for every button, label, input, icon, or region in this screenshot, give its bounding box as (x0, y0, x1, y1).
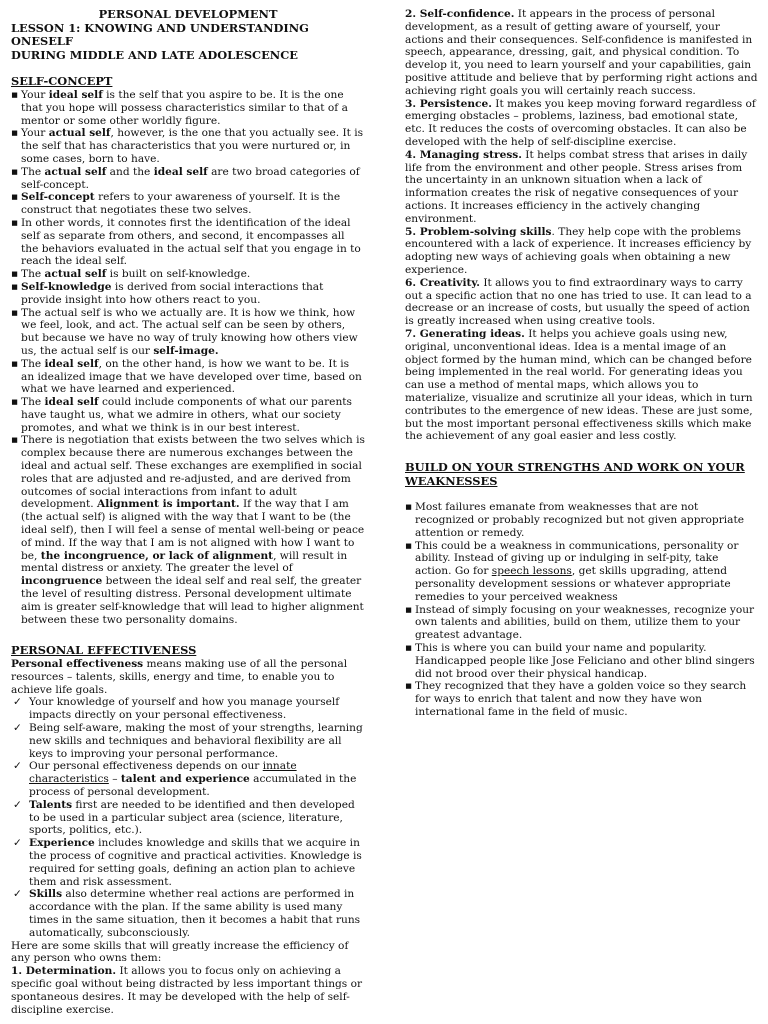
list-item: ✓ Skills also determine whether real actions are performed in accordance with the plan. If the same ability is used many times in the same situation, then it becomes a habit that runs automatically, subconsciously. (13, 888, 361, 939)
checkmark-icon: ✓ (13, 798, 22, 811)
skill-item: 4. Managing stress. It helps combat stress that arises in daily life from the environment and other people. Stress arises from the uncertainty in an unknown situation when a lack of information creates the risk of negative consequences of your actions. It increases efficiency in the actively changing environment. (405, 148, 748, 225)
list-item: ▪ This is where you can build your name and popularity. Handicapped people like Jose Feliciano and other blind singers did not brood over their physical handicap. (405, 642, 755, 680)
list-item: ✓ Being self-aware, making the most of your strengths, learning new skills and techniques and behavioral flexibility are all keys to improving your personal performance. (13, 722, 363, 760)
list-item: ▪ There is negotiation that exists between the two selves which is complex because there are numerous exchanges between the ideal and actual self. These exchanges are exemplified in social roles that are adjusted and re-adjusted, and are derived from outcomes of social interactions from infant to adult development. Alignment is important. If the way that I am (the actual self) is aligned with the way that I want to be (the ideal self), then I will feel a sense of mental well-being or peace of mind. If the way that I am is not aligned with how I want to be, the incongruence, or lack of alignment, will result in mental distress or anxiety. The greater the level of incongruence between the ideal self and real self, the greater the level of resulting distress. Personal development ultimate aim is greater self-knowledge that will lead to higher alignment between these two personality domains. (11, 434, 365, 626)
checkmark-icon: ✓ (13, 837, 22, 850)
bullet-icon: ▪ (11, 88, 19, 101)
list-item: ▪ Self-knowledge is derived from social interactions that provide insight into how others react to you. (11, 280, 324, 306)
bullet-icon: ▪ (11, 216, 19, 229)
list-item: ▪ The ideal self could include components of what our parents have taught us, what we admire in others, what our society promotes, and what we think is in our best interest. (11, 396, 352, 434)
checkmark-icon: ✓ (13, 696, 22, 709)
bullet-icon: ▪ (405, 642, 413, 655)
bullet-icon: ▪ (11, 268, 19, 281)
bullet-icon: ▪ (11, 191, 19, 204)
list-item: ▪ Instead of simply focusing on your weaknesses, recognize your own talents and abilities, build on them, utilize them to your greatest advantage. (405, 603, 755, 642)
list-item: ▪ They recognized that they have a golden voice so they search for ways to enrich that talent and now they have won international fame in the field of music. (405, 680, 747, 719)
skill-item: 7. Generating ideas. It helps you achieve goals using new, original, unconventional ideas. Idea is a mental image of an object formed by the human mind, which can be changed before being implemented in the real world. For generating ideas you can use a method of mental maps, which allows you to materialize, visualize and scrutinize all your ideas, which in turn contributes to the emergence of new ideas. These are just some, but the most important personal effectiveness skills which make the achievement of any goal easier and less costly. (405, 327, 753, 443)
bullet-icon: ▪ (11, 434, 19, 447)
list-item: ✓ Experience includes knowledge and skills that we acquire in the process of cognitive and practical activities. Knowledge is required for setting goals, defining an action plan to achieve them and risk assessment. (13, 837, 362, 888)
document-title: PERSONAL DEVELOPMENT (98, 7, 278, 21)
build-strengths-list (405, 501, 758, 719)
list-item: ▪ The actual self and the ideal self are two broad categories of self-concept. (11, 165, 360, 191)
list-item: ▪ In other words, it connotes first the identification of the ideal self as separate from others, and second, it encompasses all the behaviors evaluated in the actual self that you engage in to reach the ideal self. (11, 216, 361, 268)
self-concept-list (11, 89, 365, 626)
bullet-icon: ▪ (405, 680, 413, 693)
checkmark-icon: ✓ (13, 722, 22, 735)
bullet-icon: ▪ (11, 127, 19, 140)
build-strengths-heading: BUILD ON YOUR STRENGTHS AND WORK ON YOUR WEAKNESSES (405, 460, 745, 488)
bullet-icon: ▪ (11, 357, 19, 370)
lesson-title-line-2: DURING MIDDLE AND LATE ADOLESCENCE (11, 47, 298, 62)
list-item: ▪ The ideal self, on the other hand, is how we want to be. It is an idealized image that we have developed over time, based on what we have learned and experienced. (11, 357, 362, 396)
skill-item: 3. Persistence. It makes you keep moving forward regardless of emerging obstacles – problems, laziness, bad emotional state, etc. It reduces the costs of overcoming obstacles. It can also be developed with the help of self-discipline exercise. (405, 97, 756, 148)
personal-effectiveness-heading: PERSONAL EFFECTIVENESS (11, 643, 197, 658)
list-item: ▪ The actual self is who we actually are. It is how we think, how we feel, look, and act. The actual self can be seen by others, but because we have no way of truly knowing how others view us, the actual self is our self-image. (11, 306, 358, 357)
list-item: ▪ Most failures emanate from weaknesses that are not recognized or probably recognized but not given appropriate attention or remedy. (405, 501, 744, 539)
list-item: ▪ Your actual self, however, is the one that you actually see. It is the self that has characteristics that you were nurtured or, in some cases, born to have. (11, 127, 364, 165)
bullet-icon: ▪ (405, 501, 413, 514)
skills-intro: Here are some skills that will greatly increase the efficiency of any person who owns them: (11, 939, 349, 965)
list-item: ✓ Your knowledge of yourself and how you manage yourself impacts directly on your personal effectiveness. (13, 696, 340, 722)
list-item: ✓ Our personal effectiveness depends on our innate characteristics – talent and experience accumulated in the process of personal development. (13, 760, 357, 798)
personal-effectiveness-list (11, 696, 365, 939)
checkmark-icon: ✓ (13, 888, 22, 901)
list-item: ▪ The actual self is built on self-knowledge. (11, 268, 251, 281)
bullet-icon: ▪ (11, 396, 19, 409)
skill-item: 5. Problem-solving skills. They help cope with the problems encountered with a lack of experience. It increases efficiency by adopting new ways of achieving goals when obtaining a new experience. (405, 225, 752, 276)
left-column (11, 8, 365, 1016)
list-item: ▪ Self-concept refers to your awareness of yourself. It is the construct that negotiates these two selves. (11, 191, 341, 217)
bullet-icon: ▪ (405, 539, 413, 552)
list-item: ▪ Your ideal self is the self that you aspire to be. It is the one that you hope will possess characteristics similar to that of a mentor or some other worldly figure. (11, 88, 348, 127)
bullet-icon: ▪ (11, 280, 19, 293)
list-item: ✓ Talents first are needed to be identified and then developed to be used in a particular subject area (science, literature, sports, politics, etc.). (13, 798, 355, 837)
list-item: ▪ This could be a weakness in communications, personality or ability. Instead of giving up or indulging in self-pity, take action. Go for speech lessons, get skills upgrading, attend personality development sessions or whatever appropriate remedies to your perceived weakness (405, 539, 739, 603)
right-column (405, 8, 758, 719)
skill-item: 2. Self-confidence. It appears in the process of personal development, as a result of getting aware of yourself, your actions and their consequences. Self-confidence is manifested in speech, appearance, dressing, gait, and physical condition. To develop it, you need to learn yourself and your capabilities, gain positive attitude and believe that by performing right actions and achieving right goals you will certainly reach success. (405, 8, 758, 97)
bullet-icon: ▪ (405, 603, 413, 616)
self-concept-heading: SELF-CONCEPT (11, 74, 113, 89)
personal-effectiveness-intro: Personal effectiveness means making use of all the personal resources – talents, skills, energy and time, to enable you to achieve life goals. (11, 658, 348, 696)
skill-item: 6. Creativity. It allows you to find extraordinary ways to carry out a specific action that no one has tried to use. It can lead to a decrease or an increase of costs, but usually the speed of action is greatly increased when using creative tools. (405, 276, 752, 328)
lesson-title-line-1: LESSON 1: KNOWING AND UNDERSTANDING ONESELF (11, 20, 309, 49)
checkmark-icon: ✓ (13, 760, 22, 773)
bullet-icon: ▪ (11, 306, 19, 319)
bullet-icon: ▪ (11, 165, 19, 178)
skill-item: 1. Determination. It allows you to focus only on achieving a specific goal without being distracted by less important things or spontaneous desires. It may be developed with the help of self-discipline exercise. (11, 965, 363, 1016)
